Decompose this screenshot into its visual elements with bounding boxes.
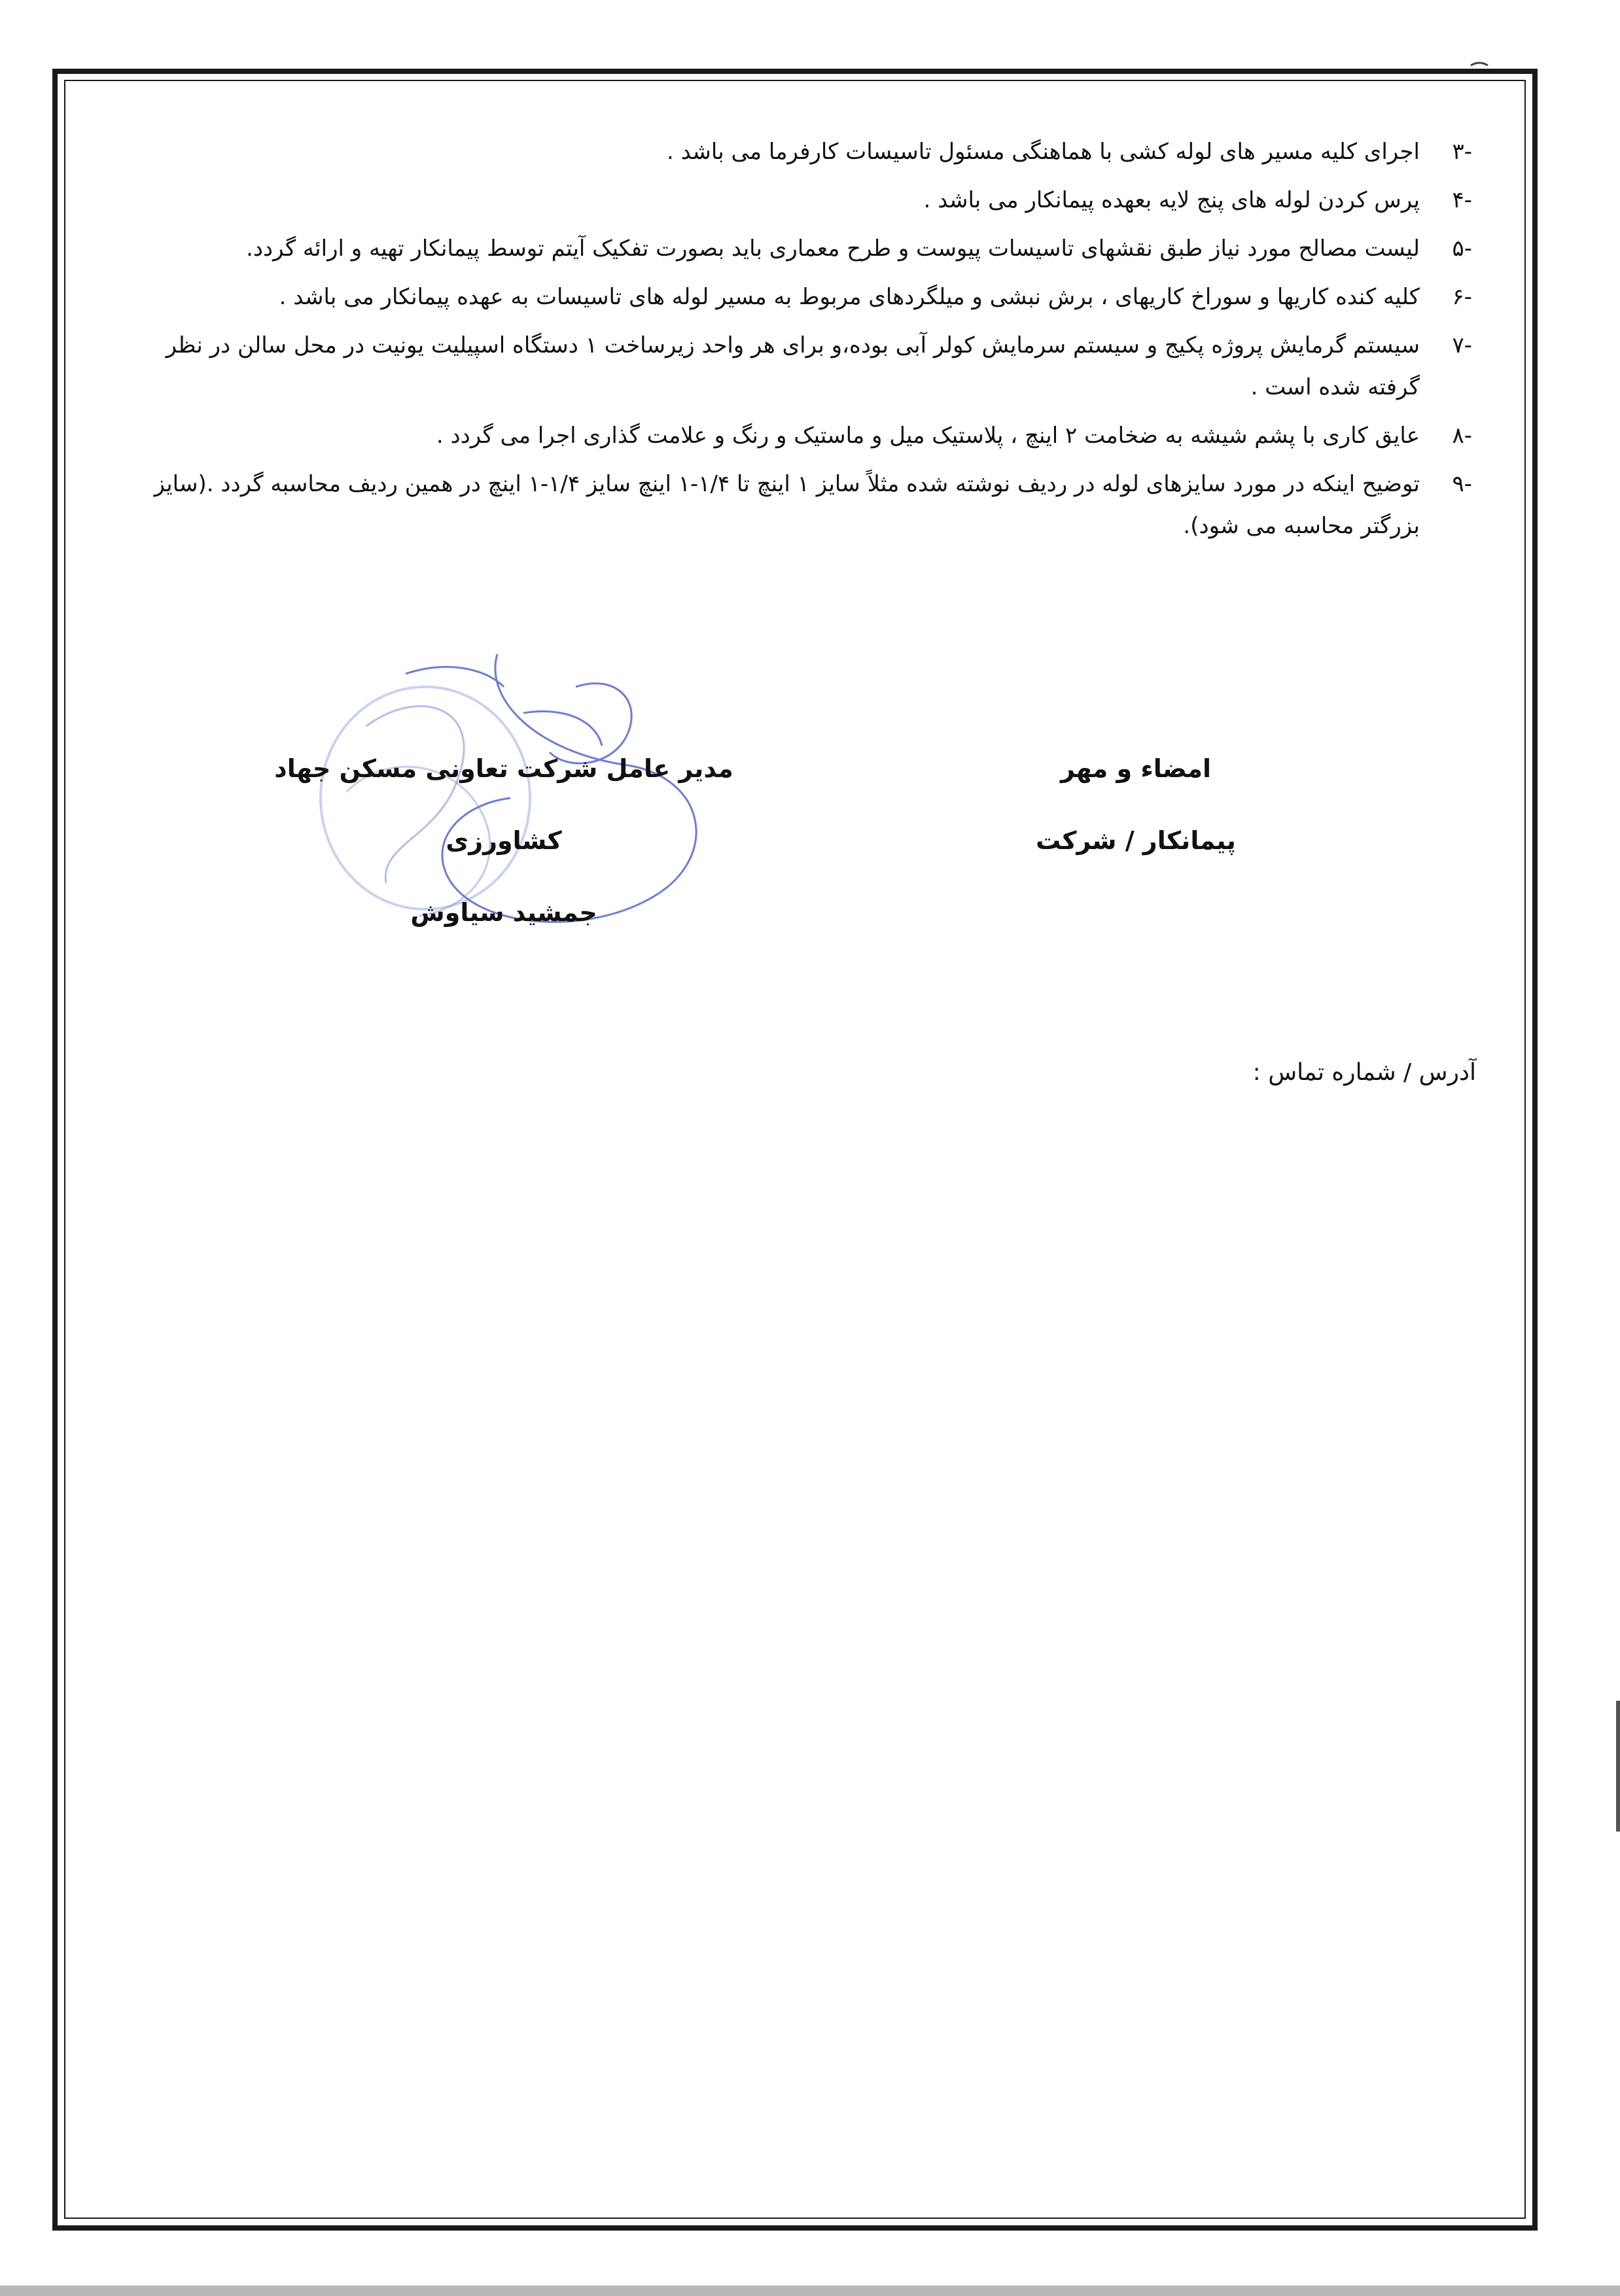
list-item bbox=[105, 324, 1479, 408]
contractor-sign-label: امضاء و مهر bbox=[1060, 754, 1212, 783]
employer-signature-block bbox=[236, 733, 772, 948]
item-text: توضیح اینکه در مورد سایزهای لوله در ردیف نوشته شده مثلاً سایز ۱ اینچ تا ۱/۴-۱ اینچ سایز ۱/۴-۱ اینچ در همین ردیف محاسبه گردد .(سایز بزرگتر محاسبه می شود). bbox=[154, 471, 1420, 539]
item-text: لیست مصالح مورد نیاز طبق نقشهای تاسیسات پیوست و طرح معماری باید بصورت تفکیک آیتم توسط پیمانکار تهیه و ارائه گردد. bbox=[246, 235, 1420, 262]
item-text: کلیه کنده کاریها و سوراخ کاریهای ، برش نبشی و میلگردهای مربوط به مسیر لوله های تاسیسات به عهده پیمانکار می باشد . bbox=[279, 284, 1420, 310]
item-number: -۸ bbox=[1452, 423, 1472, 449]
item-number: -۵ bbox=[1452, 235, 1472, 262]
item-number: -۷ bbox=[1452, 332, 1472, 358]
item-text: پرس کردن لوله های پنج لایه بعهده پیمانکار می باشد . bbox=[923, 187, 1420, 213]
address-contact-label: آدرس / شماره تماس : bbox=[1252, 1059, 1476, 1086]
scan-bottom-strip bbox=[0, 2286, 1620, 2296]
conditions-list bbox=[105, 131, 1479, 553]
item-text: سیستم گرمایش پروژه پکیج و سیستم سرمایش کولر آبی بوده،و برای هر واحد زیرساخت ۱ دستگاه اسپیلیت یونیت در محل سالن در نظر گرفته شده است . bbox=[166, 332, 1420, 400]
corner-tick-mark bbox=[1470, 59, 1489, 68]
item-number: -۹ bbox=[1452, 471, 1472, 497]
contractor-signature-block bbox=[972, 733, 1299, 877]
item-number: -۶ bbox=[1452, 284, 1472, 310]
list-item bbox=[105, 228, 1479, 270]
item-text: اجرای کلیه مسیر های لوله کشی با هماهنگی مسئول تاسیسات کارفرما می باشد . bbox=[666, 139, 1420, 165]
list-item bbox=[105, 131, 1479, 173]
contractor-company-label: پیمانکار / شرکت bbox=[1036, 826, 1236, 855]
item-number: -۴ bbox=[1452, 187, 1472, 213]
item-text: عایق کاری با پشم شیشه به ضخامت ۲ اینچ ، پلاستیک میل و ماستیک و رنگ و علامت گذاری اجرا می گردد . bbox=[436, 423, 1420, 449]
list-item bbox=[105, 276, 1479, 318]
employer-name: جمشید سیاوش bbox=[410, 898, 597, 927]
list-item bbox=[105, 415, 1479, 457]
scan-edge-line bbox=[1616, 1701, 1620, 1832]
item-number: -۳ bbox=[1452, 139, 1472, 165]
employer-title: مدیر عامل شرکت تعاونی مسکن جهاد کشاورزی bbox=[274, 754, 733, 855]
list-item bbox=[105, 179, 1479, 221]
list-item bbox=[105, 463, 1479, 547]
